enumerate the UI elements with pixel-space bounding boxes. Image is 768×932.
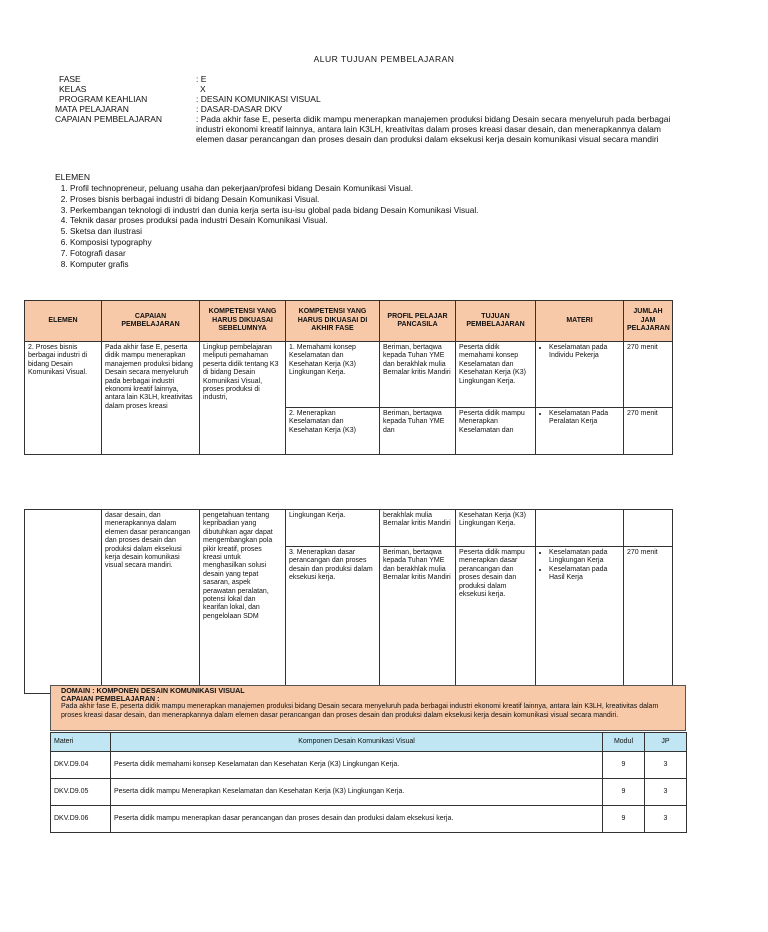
col-header: JP xyxy=(645,733,687,752)
profil-cell: Beriman, bertaqwa kepada Tuhan YME dan xyxy=(380,408,456,455)
kompetensi-akhir-cell: 3. Menerapkan dasar perancangan dan proses desain dan produksi dalam eksekusi kerja. xyxy=(286,547,380,694)
jp-cell xyxy=(624,510,673,547)
col-header: KOMPETENSI YANG HARUS DIKUASAI DI AKHIR FASE xyxy=(286,301,380,342)
list-item: • Keselamatan pada Lingkungan Kerja xyxy=(549,549,620,566)
kode-cell: DKV.D9.06 xyxy=(51,806,111,833)
info-row-kelas xyxy=(55,84,686,94)
domain-title: DOMAIN : KOMPONEN DESAIN KOMUNIKASI VISUAL xyxy=(61,686,245,695)
list-item: • Keselamatan Pada Peralatan Kerja xyxy=(549,410,620,427)
elemen-list xyxy=(44,183,664,269)
desc-cell: Peserta didik memahami konsep Keselamatan dan Kesehatan Kerja (K3) Lingkungan Kerja. xyxy=(111,752,603,779)
jp-cell: 3 xyxy=(645,752,687,779)
modul-cell: 9 xyxy=(603,806,645,833)
materi-cell xyxy=(536,408,624,455)
list-item: 5. Sketsa dan ilustrasi xyxy=(70,226,664,237)
table-row xyxy=(51,806,687,833)
info-label: CAPAIAN PEMBELAJARAN xyxy=(55,114,163,124)
info-label: PROGRAM KEAHLIAN xyxy=(59,94,148,104)
info-row-program xyxy=(55,94,686,104)
col-header: KOMPETENSI YANG HARUS DIKUASAI SEBELUMNYA xyxy=(200,301,286,342)
atp-table-2 xyxy=(24,509,673,694)
tujuan-cell: Peserta didik memahami konsep Keselamatan dan Kesehatan Kerja (K3) Lingkungan Kerja. xyxy=(456,342,536,408)
list-item: 8. Komputer grafis xyxy=(70,259,664,270)
info-value: : E xyxy=(196,74,207,84)
kompetensi-sebelum-cell: Lingkup pembelajaran meliputi pemahaman peserta didik tentang K3 di bidang Desain Komunikasi Visual, proses produksi di industri, xyxy=(200,342,286,455)
profil-cell: Beriman, bertaqwa kepada Tuhan YME dan berakhlak mulia Bernalar kritis Mandiri xyxy=(380,547,456,694)
table-header-row xyxy=(51,733,687,752)
table-header-row xyxy=(25,301,673,342)
modul-cell: 9 xyxy=(603,752,645,779)
jp-cell: 270 menit xyxy=(624,408,673,455)
jp-cell: 3 xyxy=(645,806,687,833)
list-item: 7. Fotografi dasar xyxy=(70,248,664,259)
profil-cell: berakhlak mulia Bernalar kritis Mandiri xyxy=(380,510,456,547)
info-label: KELAS xyxy=(59,84,87,94)
col-header: Materi xyxy=(51,733,111,752)
list-item: 4. Teknik dasar proses produksi pada industri Desain Komunikasi Visual. xyxy=(70,215,664,226)
info-label: FASE xyxy=(59,74,81,84)
info-block xyxy=(55,74,695,144)
info-label: MATA PELAJARAN xyxy=(55,104,129,114)
info-row-mapel xyxy=(55,104,686,114)
domain-box xyxy=(50,685,686,731)
kode-cell: DKV.D9.05 xyxy=(51,779,111,806)
table-row xyxy=(25,510,673,547)
kompetensi-akhir-cell: 2. Menerapkan Keselamatan dan Kesehatan Kerja (K3) xyxy=(286,408,380,455)
elemen-list-block xyxy=(44,183,664,269)
list-item: • Keselamatan pada Individu Pekerja xyxy=(549,344,620,361)
table-row xyxy=(25,342,673,408)
materi-cell xyxy=(536,547,624,694)
jp-cell: 270 menit xyxy=(624,547,673,694)
atp-table-1 xyxy=(24,300,673,455)
col-header: Modul xyxy=(603,733,645,752)
col-header: Komponen Desain Komunikasi Visual xyxy=(111,733,603,752)
materi-cell xyxy=(536,510,624,547)
info-value: X xyxy=(200,84,206,94)
list-item: 6. Komposisi typography xyxy=(70,237,664,248)
kode-cell: DKV.D9.04 xyxy=(51,752,111,779)
profil-cell: Beriman, bertaqwa kepada Tuhan YME dan berakhlak mulia Bernalar kritis Mandiri xyxy=(380,342,456,408)
desc-cell: Peserta didik mampu Menerapkan Keselamatan dan Kesehatan Kerja (K3) Lingkungan Kerja. xyxy=(111,779,603,806)
list-item: 2. Proses bisnis berbagai industri di bidang Desain Komunikasi Visual. xyxy=(70,194,664,205)
table-row xyxy=(51,779,687,806)
elemen-cell: 2. Proses bisnis berbagai industri di bidang Desain Komunikasi Visual. xyxy=(25,342,102,455)
elemen-cell xyxy=(25,510,102,694)
kompetensi-akhir-cell: 1. Memahami konsep Keselamatan dan Kesehatan Kerja (K3) Lingkungan Kerja. xyxy=(286,342,380,408)
desc-cell: Peserta didik mampu menerapkan dasar perancangan dan proses desain dan produksi dalam eksekusi kerja. xyxy=(111,806,603,833)
col-header: PROFIL PELAJAR PANCASILA xyxy=(380,301,456,342)
tujuan-cell: Peserta didik mampu menerapkan dasar perancangan dan proses desain dan produksi dalam eksekusi kerja. xyxy=(456,547,536,694)
col-header: TUJUAN PEMBELAJARAN xyxy=(456,301,536,342)
col-header: MATERI xyxy=(536,301,624,342)
col-header: CAPAIAN PEMBELAJARAN xyxy=(102,301,200,342)
elemen-heading: ELEMEN xyxy=(55,172,90,182)
jp-cell: 270 menit xyxy=(624,342,673,408)
list-item: • Keselamatan pada Hasil Kerja xyxy=(549,566,620,583)
kompetensi-akhir-cell: Lingkungan Kerja. xyxy=(286,510,380,547)
list-item: 1. Profil technopreneur, peluang usaha dan pekerjaan/profesi bidang Desain Komunikasi Visual. xyxy=(70,183,664,194)
info-row-fase xyxy=(55,74,686,84)
page-title: ALUR TUJUAN PEMBELAJARAN xyxy=(313,54,455,64)
komponen-table xyxy=(50,732,687,833)
capaian-cell: Pada akhir fase E, peserta didik mampu menerapkan manajemen produksi bidang Desain secara menyeluruh pada berbagai industri ekonomi kreatif lainnya, antara lain K3LH, kreativitas dalam proses kreasi xyxy=(102,342,200,455)
info-value: : DASAR-DASAR DKV xyxy=(196,104,282,114)
kompetensi-sebelum-cell: pengetahuan tentang kepribadian yang dibutuhkan agar dapat mengembangkan pola pikir kreatif, proses kreasi untuk menghasilkan solusi desain yang tepat sasaran, aspek perawatan peralatan, potensi lokal dan kearifan lokal, dan pengelolaan SDM xyxy=(200,510,286,694)
materi-cell xyxy=(536,342,624,408)
info-value: : DESAIN KOMUNIKASI VISUAL xyxy=(196,94,321,104)
capaian-title: CAPAIAN PEMBELAJARAN : xyxy=(61,694,160,704)
tujuan-cell: Peserta didik mampu Menerapkan Keselamatan dan xyxy=(456,408,536,455)
info-value: : Pada akhir fase E, peserta didik mampu menerapkan manajemen produksi bidang Desain secara menyeluruh pada berbagai industri ekonomi kreatif lainnya, antara lain K3LH, kreativitas dalam proses kreasi dasar desain, dan menerapkannya dalam elemen dasar perancangan dan proses desain dan produksi dalam eksekusi kerja desain komunikasi visual secara mandiri xyxy=(196,114,671,144)
info-row-capaian xyxy=(55,114,686,144)
capaian-text: Pada akhir fase E, peserta didik mampu menerapkan manajemen produksi bidang Desain secara menyeluruh pada berbagai industri ekonomi kreatif lainnya, antara lain K3LH, kreativitas dalam proses kreasi dasar desain, dan menerapkannya dalam elemen dasar perancangan dan proses desain dan produksi dalam eksekusi kerja desain komunikasi visual secara mandiri. xyxy=(61,703,659,719)
tujuan-cell: Kesehatan Kerja (K3) Lingkungan Kerja. xyxy=(456,510,536,547)
table-row xyxy=(51,752,687,779)
col-header: JUMLAH JAM PELAJARAN xyxy=(624,301,673,342)
col-header: ELEMEN xyxy=(25,301,102,342)
jp-cell: 3 xyxy=(645,779,687,806)
list-item: 3. Perkembangan teknologi di industri dan dunia kerja serta isu-isu global pada bidang Desain Komunikasi Visual. xyxy=(70,205,664,216)
modul-cell: 9 xyxy=(603,779,645,806)
capaian-cell: dasar desain, dan menerapkannya dalam elemen dasar perancangan dan proses desain dan produksi dalam eksekusi kerja desain komunikasi visual secara mandiri. xyxy=(102,510,200,694)
